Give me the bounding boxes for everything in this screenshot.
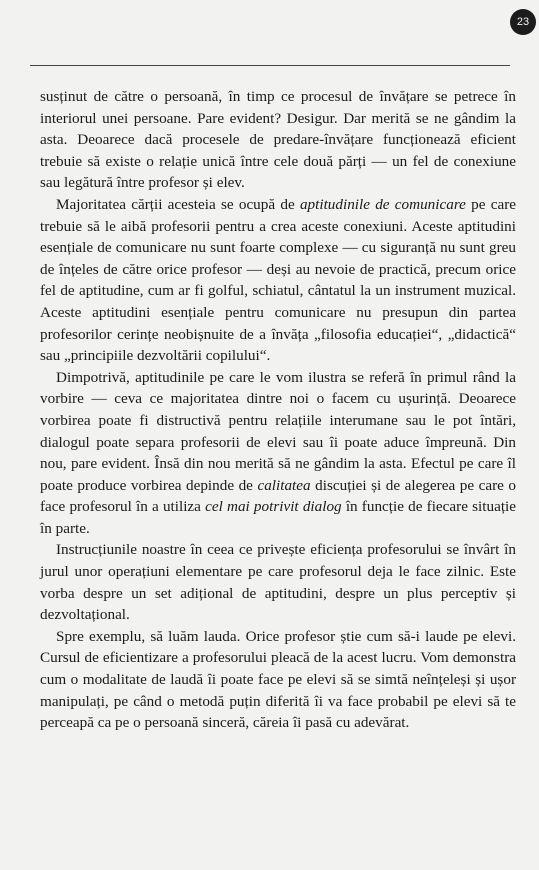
text-run: Instrucțiunile noastre în ceea ce privește eficiența profesorului se învârt în jurul unor operațiuni elementare pe care profesorul deja le face zilnic. Este vorba despre un set adițional de aptitudini, despre un plus perceptiv și dezvoltațional. — [40, 541, 516, 624]
text-run: Dimpotrivă, aptitudinile pe care le vom ilustra se referă în primul rând la vorbire — ceva ce majoritatea dintre noi o facem cu ușurință. Deoarece vorbirea poate fi distructivă pentru relațiile interumane sau le pot întări, dialogul poate separa profesorii de elevi sau îi poate aduce împreună. Din nou, pare evident. Însă din nou merită să ne gândim la asta. Efectul pe care îl poate produce vorbirea depinde de — [40, 368, 516, 494]
paragraph — [40, 194, 516, 367]
italic-phrase: calitatea — [257, 476, 311, 494]
text-run: în funcție de fiecare situație în parte. — [40, 498, 516, 537]
show-through-header — [282, 8, 462, 42]
italic-phrase: cel mai potrivit dialog — [205, 498, 342, 516]
italic-phrase: aptitudinile de comunicare — [299, 195, 466, 213]
body-text — [40, 86, 516, 734]
paragraph — [40, 86, 516, 194]
text-run: discuției și de alegerea pe care o face profesorul în a utiliza — [40, 476, 516, 516]
header-rule — [30, 65, 510, 66]
text-run: pe care trebuie să le aibă profesorii pentru a crea aceste conexiuni. Aceste aptitudini esențiale de comunicare nu sunt foarte complexe — cu siguranță nu sunt greu de înțeles de către orice profesor — deși au nevoie de practică, precum orice fel de aptitudine, cum ar fi golful, schiatul, cântatul la un instrument muzical. Aceste aptitudini esențiale pentru comunicare nu presupun din partea profesorilor cerințe neobișnuite de a învăța „filosofia educației“, „didactică“ sau „principiile dezvoltării copilului“. — [40, 195, 516, 365]
text-run: susținut de către o persoană, în timp ce procesul de învățare se petrece în interiorul unei persoane. Pare evident? Desigur. Dar merită se ne gândim la asta. Deoarece dacă procesele de predare-învățare funcționează eficient trebuie să existe o relație unică între cele două părți — un fel de conexiune sau legătură între profesor și elev. — [40, 88, 516, 192]
text-run: Spre exemplu, să luăm lauda. Orice profesor știe cum să-i laude pe elevi. Cursul de eficientizare a profesorului pleacă de la acest lucru. Vom demonstra cum o modalitate de laudă îi poate face pe elevi să se simtă neînțeleși și ușor manipulați, pe când o metodă puțin diferită îi va face probabil pe elevi să te perceapă ca pe o persoană sinceră, căreia îi pasă cu adevărat. — [40, 627, 516, 732]
text-run: Majoritatea cărții acesteia se ocupă de — [56, 195, 300, 213]
page-number-badge — [510, 9, 536, 35]
page-number: 23 — [516, 16, 530, 28]
paragraph — [40, 539, 516, 625]
paragraph — [40, 626, 516, 734]
paragraph — [40, 367, 516, 540]
